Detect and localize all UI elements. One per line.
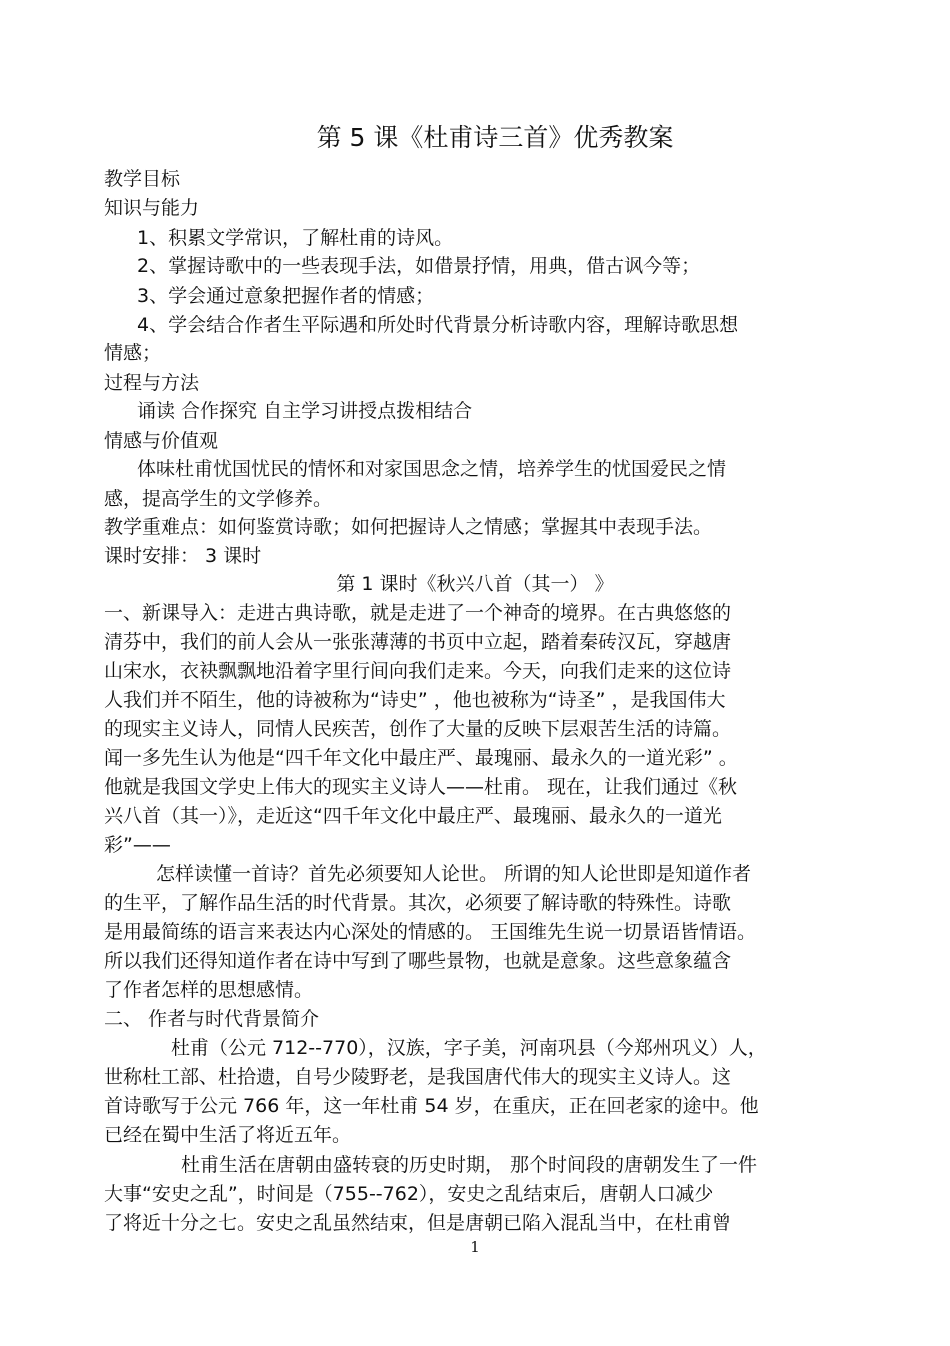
body-line: 怎样读懂一首诗？首先必须要知人论世。 所谓的知人论世即是知道作者 xyxy=(156,863,752,885)
objective-item: 3、学会通过意象把握作者的情感； xyxy=(137,285,435,307)
body-line: 杜甫（公元 712--770），汉族，字子美，河南巩县（今郑州巩义）人， xyxy=(171,1037,767,1059)
section-heading: 二、 作者与时代背景简介 xyxy=(104,1008,320,1030)
body-line: 清芬中，我们的前人会从一张张薄薄的书页中立起，踏着秦砖汉瓦，穿越唐 xyxy=(104,631,732,653)
body-line: 了将近十分之七。安史之乱虽然结束，但是唐朝已陷入混乱当中，在杜甫曾 xyxy=(104,1212,732,1234)
body-line: 的生平，了解作品生活的时代背景。其次，必须要了解诗歌的特殊性。诗歌 xyxy=(104,892,732,914)
schedule: 课时安排： 3 课时 xyxy=(104,545,262,567)
section-heading: 过程与方法 xyxy=(104,372,200,394)
objective-item: 2、掌握诗歌中的一些表现手法，如借景抒情，用典，借古讽今等； xyxy=(137,255,701,277)
body-line: 大事“安史之乱”，时间是（755--762），安史之乱结束后，唐朝人口减少 xyxy=(104,1183,714,1205)
body-line: 所以我们还得知道作者在诗中写到了哪些景物，也就是意象。这些意象蕴含 xyxy=(104,950,732,972)
document-title: 第 5 课《杜甫诗三首》优秀教案 xyxy=(316,123,674,152)
section-heading: 知识与能力 xyxy=(104,197,200,219)
objective-item: 4、学会结合作者生平际遇和所处时代背景分析诗歌内容，理解诗歌思想 xyxy=(137,314,739,336)
body-line: 是用最简练的语言来表达内心深处的情感的。 王国维先生说一切景语皆情语。 xyxy=(104,921,757,943)
body-line: 闻一多先生认为他是“四千年文化中最庄严、最瑰丽、最永久的一道光彩” 。 xyxy=(104,747,738,769)
body-line: 已经在蜀中生活了将近五年。 xyxy=(104,1124,352,1146)
body-line: 兴八首（其一）》，走近这“四千年文化中最庄严、最瑰丽、最永久的一道光 xyxy=(104,805,722,827)
objective-item: 1、积累文学常识，了解杜甫的诗风。 xyxy=(137,227,454,249)
section-heading: 情感与价值观 xyxy=(104,430,219,452)
body-line: 人我们并不陌生，他的诗被称为“诗史” ，他也被称为“诗圣” ，是我国伟大 xyxy=(104,689,726,711)
values-text: 体味杜甫忧国忧民的情怀和对家国思念之情，培养学生的忧国爱民之情 xyxy=(137,458,727,480)
body-line: 他就是我国文学史上伟大的现实主义诗人——杜甫。 现在，让我们通过《秋 xyxy=(104,776,738,798)
body-line: 山宋水，衣袂飘飘地沿着字里行间向我们走来。今天，向我们走来的这位诗 xyxy=(104,660,732,682)
objective-item-continued: 情感； xyxy=(104,342,162,364)
body-line: 世称杜工部、杜拾遗，自号少陵野老，是我国唐代伟大的现实主义诗人。这 xyxy=(104,1066,732,1088)
lesson-heading: 第 1 课时《秋兴八首（其一） 》 xyxy=(336,573,614,595)
body-line: 杜甫生活在唐朝由盛转衰的历史时期， 那个时间段的唐朝发生了一件 xyxy=(181,1154,758,1176)
section-heading: 教学目标 xyxy=(104,168,181,190)
method-text: 诵读 合作探究 自主学习讲授点拨相结合 xyxy=(137,400,473,422)
body-line: 一、新课导入：走进古典诗歌，就是走进了一个神奇的境界。在古典悠悠的 xyxy=(104,602,732,624)
body-line: 了作者怎样的思想感情。 xyxy=(104,979,314,1001)
body-line: 首诗歌写于公元 766 年，这一年杜甫 54 岁，在重庆，正在回老家的途中。他 xyxy=(104,1095,759,1117)
page-number: 1 xyxy=(470,1238,480,1256)
key-points: 教学重难点：如何鉴赏诗歌；如何把握诗人之情感；掌握其中表现手法。 xyxy=(104,516,713,538)
values-text-continued: 感，提高学生的文学修养。 xyxy=(104,488,333,510)
body-line: 彩”—— xyxy=(104,834,171,856)
body-line: 的现实主义诗人，同情人民疾苦，创作了大量的反映下层艰苦生活的诗篇。 xyxy=(104,718,732,740)
